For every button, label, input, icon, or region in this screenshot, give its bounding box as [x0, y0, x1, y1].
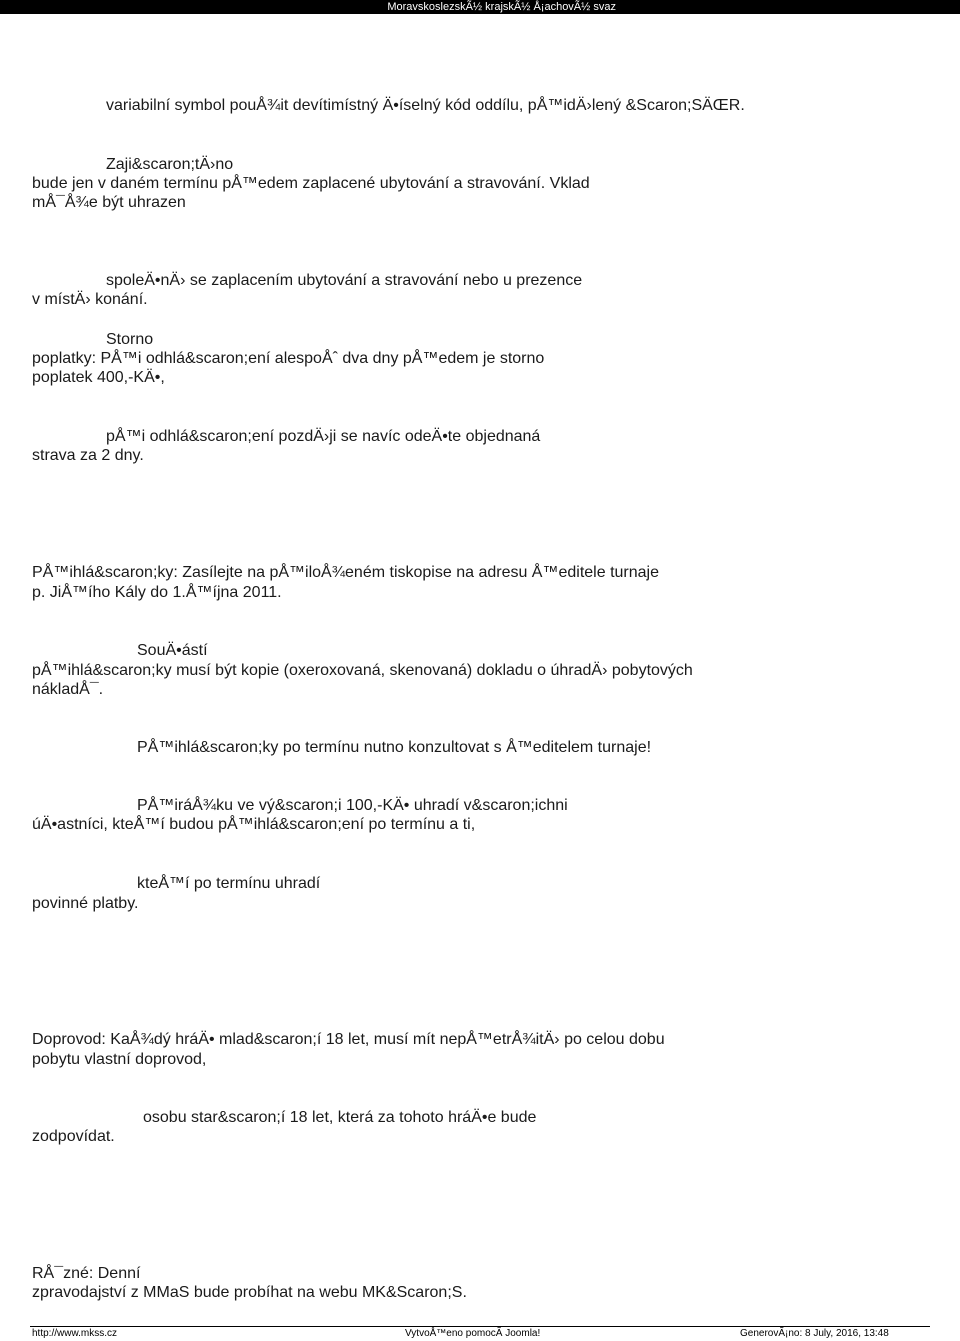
- surcharge-line-1: PÅ™iráÅ¾ku ve vý&scaron;i 100,-KÄ• uhradí v&scaron;ichni: [137, 797, 568, 814]
- storno-line-2: poplatek 400,-KÄ•,: [32, 369, 165, 386]
- storno-line-1: poplatky: PÅ™i odhlá&scaron;ení alespoÅˆ dva dny pÅ™edem je storno: [32, 350, 545, 367]
- applications-line-1: PÅ™ihlá&scaron;ky: Zasílejte na pÅ™iloÅ¾eném tiskopise na adresu Å™editele turnaje: [32, 564, 659, 581]
- late-applications-note: PÅ™ihlá&scaron;ky po termínu nutno konzultovat s Å™editelem turnaje!: [137, 739, 652, 756]
- applications-line-5: nákladÅ¯.: [32, 681, 104, 698]
- guarantee-line-2: bude jen v daném termínu pÅ™edem zaplacené ubytování a stravování. Vklad: [32, 175, 590, 192]
- footer-generated-date: GenerovÃ¡no: 8 July, 2016, 13:48: [740, 1328, 889, 1339]
- footer-divider: [30, 1326, 930, 1327]
- page-footer: [0, 1326, 960, 1341]
- footer-created-with: VytvoÅ™eno pomocÃ Joomla!: [405, 1328, 541, 1339]
- guarantee-line-5: v místÄ› konání.: [32, 291, 148, 308]
- applications-line-2: p. JiÅ™ího Kály do 1.Å™íjna 2011.: [32, 584, 282, 601]
- payment-symbol-line: variabilní symbol pouÅ¾it devítimístný Ä•íselný kód oddílu, pÅ™idÄ›lený &Scaron;SÄŒR.: [106, 97, 745, 114]
- escort-line-2: pobytu vlastní doprovod,: [32, 1051, 207, 1068]
- surcharge-line-2: úÄ•astníci, kteÅ™í budou pÅ™ihlá&scaron;ení po termínu a ti,: [32, 816, 476, 833]
- storno-heading: Storno: [106, 331, 154, 348]
- guarantee-line-1: Zaji&scaron;tÄ›no: [106, 156, 234, 173]
- storno-line-4: strava za 2 dny.: [32, 447, 144, 464]
- site-title: MoravskoslezskÃ½ krajskÃ½ Å¡achovÃ½ svaz: [387, 1, 616, 13]
- guarantee-line-3: mÅ¯Å¾e být uhrazen: [32, 194, 186, 211]
- page-header: [0, 0, 960, 14]
- storno-line-3: pÅ™i odhlá&scaron;ení pozdÄ›ji se navíc odeÄ•te objednaná: [106, 428, 541, 445]
- surcharge-line-3: kteÅ™í po termínu uhradí: [137, 875, 321, 892]
- misc-line-1: RÅ¯zné: Denní: [32, 1265, 141, 1282]
- escort-line-1: Doprovod: KaÅ¾dý hráÄ• mlad&scaron;í 18 let, musí mít nepÅ™etrÅ¾itÄ› po celou dobu: [32, 1031, 665, 1048]
- applications-line-4: pÅ™ihlá&scaron;ky musí být kopie (oxeroxovaná, skenovaná) dokladu o úhradÄ› pobytových: [32, 662, 693, 679]
- surcharge-line-4: povinné platby.: [32, 895, 139, 912]
- escort-line-3: osobu star&scaron;í 18 let, která za tohoto hráÄ•e bude: [143, 1109, 537, 1126]
- guarantee-line-4: spoleÄ•nÄ› se zaplacením ubytování a stravování nebo u prezence: [106, 272, 583, 289]
- applications-line-3: SouÄ•ástí: [137, 642, 208, 659]
- misc-line-2: zpravodajství z MMaS bude probíhat na webu MK&Scaron;S.: [32, 1284, 467, 1301]
- footer-url[interactable]: http://www.mkss.cz: [32, 1328, 118, 1339]
- escort-line-4: zodpovídat.: [32, 1128, 115, 1145]
